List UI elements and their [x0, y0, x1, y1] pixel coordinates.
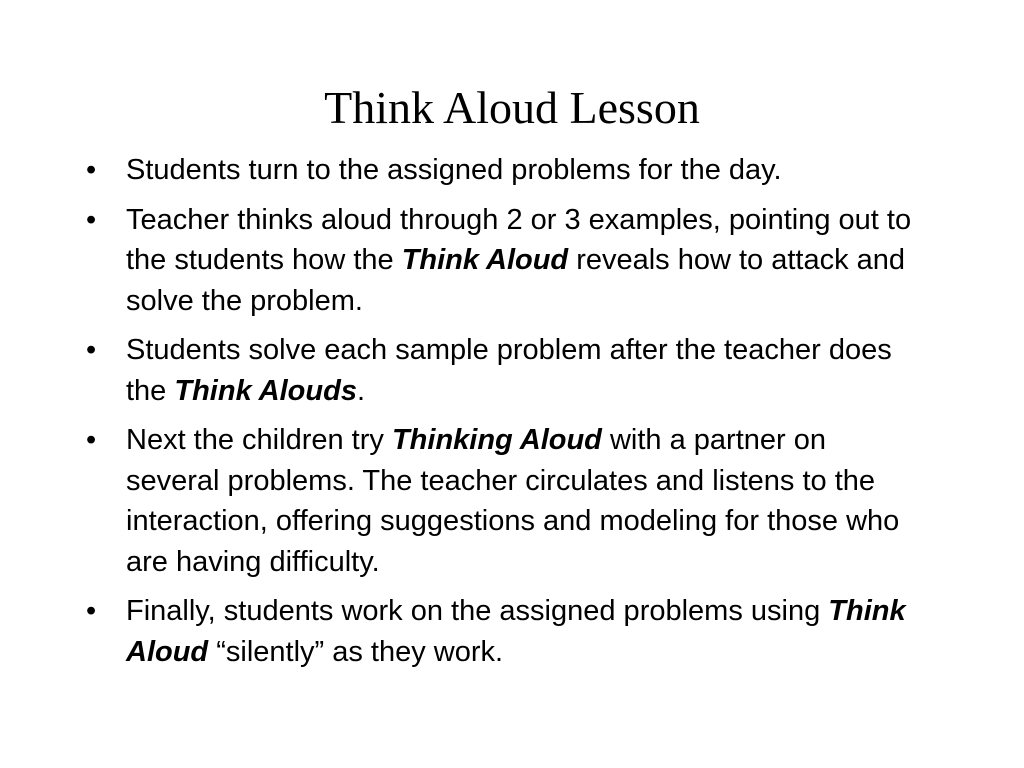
bullet-text	[126, 154, 782, 186]
bullet-item	[86, 591, 916, 672]
bullet-marker: •	[86, 334, 97, 366]
slide-title: Think Aloud Lesson	[324, 82, 700, 133]
bullet-marker: •	[86, 203, 97, 236]
text-segment: Students solve each sample problem after the teacher does the	[126, 334, 892, 407]
text-segment: Next the children try	[126, 424, 392, 456]
emphasized-term: Think Alouds	[174, 374, 357, 407]
bullet-text	[126, 424, 899, 578]
text-segment: “silently” as they work.	[208, 635, 504, 668]
text-segment: Teacher thinks aloud through 2 or 3 examples, pointing out to the students how the	[126, 203, 912, 276]
text-segment: reveals how to attack and solve the problem.	[126, 244, 906, 317]
emphasized-term: Thinking Aloud	[391, 424, 602, 456]
bullet-item	[86, 200, 916, 322]
bullet-item	[86, 150, 916, 191]
bullet-text	[126, 334, 892, 407]
bullet-text	[126, 595, 906, 668]
bullet-marker: •	[86, 595, 97, 627]
bullet-text	[126, 204, 911, 317]
text-segment: Students turn to the assigned problems for the day.	[126, 154, 782, 186]
bullet-item	[86, 420, 916, 582]
text-segment: Finally, students work on the assigned problems using	[126, 595, 829, 627]
emphasized-term: Think Aloud	[126, 595, 906, 668]
bullet-marker: •	[86, 424, 97, 456]
bullet-item	[86, 330, 916, 411]
text-segment: with a partner on several problems. The teacher circulates and listens to the interaction, offering suggestions and modeling for those who are having difficulty.	[126, 424, 900, 578]
bullet-list	[86, 150, 916, 681]
bullet-marker: •	[86, 154, 97, 186]
emphasized-term: Think Aloud	[401, 244, 569, 276]
text-segment: .	[356, 374, 366, 407]
